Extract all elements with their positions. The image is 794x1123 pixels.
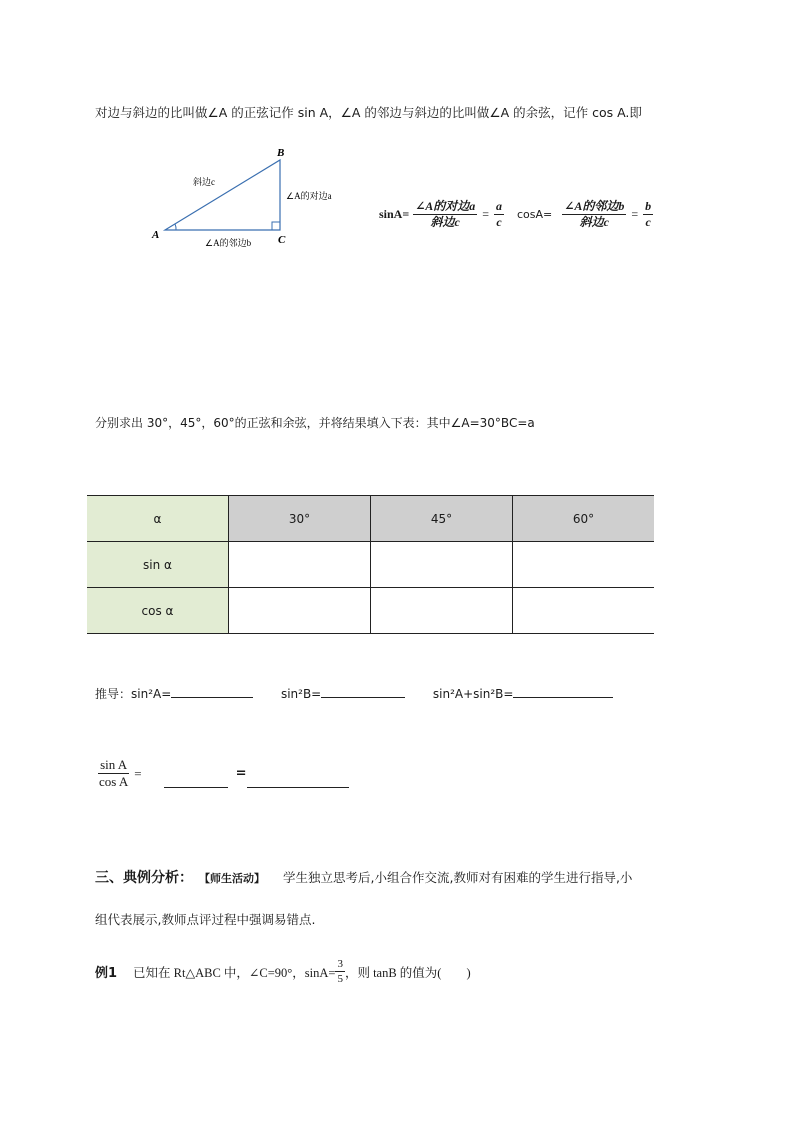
cos-result-fraction [643,200,653,229]
ratio-eq1: = [134,765,142,781]
cell-cos-30[interactable] [229,588,371,634]
sin-result-den: c [496,215,502,230]
sin-result-num: a [494,200,504,215]
sin-formula [379,200,504,229]
header-60: 60° [513,496,655,542]
section3-tag: 【师生活动】 [199,872,265,885]
sin-numerator: ∠A的对边a [413,200,477,215]
right-triangle-diagram [140,140,360,255]
blank-sin2b[interactable] [321,684,405,698]
ratio-numerator: sin A [98,758,129,774]
blank-ratio1[interactable] [164,774,228,788]
ratio-denominator: cos A [99,774,129,790]
triangle-outline [165,160,280,230]
blank-ratio2[interactable] [247,774,349,788]
task-text: 分别求出 30°，45°，60°的正弦和余弦，并将结果填入下表：其中∠A=30°BC=a [95,416,535,430]
derive-line [95,684,613,702]
cos-numerator: ∠A的邻边b [562,200,626,215]
cell-cos-45[interactable] [371,588,513,634]
vertex-a-label: A [152,229,160,241]
hypotenuse-label: 斜边c [193,177,215,187]
cos-result-num: b [643,200,653,215]
table-row [87,542,654,588]
example1-frac-den: 5 [337,973,343,986]
right-angle-mark [272,222,280,230]
row-label-cos: cos α [87,588,229,634]
sin-fraction [413,200,477,229]
section3-text-line2: 组代表展示,教师点评过程中强调易错点. [95,912,316,927]
intro-text: 对边与斜边的比叫做∠A 的正弦记作 sin A，∠A 的邻边与斜边的比叫做∠A 的余弦，记作 cos A.即 [95,105,642,120]
derive-label: 推导： [95,687,132,701]
ratio-fraction [97,758,130,790]
table-row [87,588,654,634]
blank-sum[interactable] [513,684,613,698]
cos-result-den: c [645,215,651,230]
sin-lhs: sinA= [379,207,410,222]
blank-sin2a[interactable] [171,684,253,698]
derive-item1: sin²A= [131,687,172,701]
row-label-sin: sin α [87,542,229,588]
adjacent-side-label: ∠A的邻边b [205,238,252,248]
angle-a-arc [175,224,176,230]
example1-frac-num: 3 [335,958,345,972]
derive-item3: sin²A+sin²B= [432,687,514,701]
derive-item2: sin²B= [280,687,322,701]
example1-text-after: ，则 tanB 的值为( ) [344,965,471,980]
cell-sin-45[interactable] [371,542,513,588]
table-header-row [87,496,654,542]
example1 [95,958,471,985]
example1-label: 例1 [95,966,118,982]
section3-text-line1: 学生独立思考后,小组合作交流,教师对有困难的学生进行指导,小 [283,870,633,885]
trig-values-table [87,495,654,634]
example1-fraction [335,958,345,985]
header-30: 30° [229,496,371,542]
cos-formula [517,200,653,229]
vertex-c-label: C [278,234,286,246]
ratio-eq2: = [235,766,247,782]
cos-fraction [562,200,626,229]
example1-text-before: 已知在 Rt△ABC 中，∠C=90°，sinA= [133,965,336,980]
sin-result-fraction [494,200,504,229]
cell-cos-60[interactable] [513,588,655,634]
section3-line1 [95,867,632,887]
cos-eq: = [631,207,639,222]
opposite-side-label: ∠A的对边a [286,191,332,201]
sin-eq: = [482,207,490,222]
cell-sin-60[interactable] [513,542,655,588]
header-45: 45° [371,496,513,542]
header-alpha: α [87,496,229,542]
cos-lhs: cosA= [517,208,553,222]
section3-title: 三、典例分析： [95,870,193,886]
cell-sin-30[interactable] [229,542,371,588]
ratio-formula [97,758,349,790]
cos-denominator: 斜边c [579,215,609,230]
vertex-b-label: B [277,147,285,159]
sin-denominator: 斜边c [430,215,460,230]
